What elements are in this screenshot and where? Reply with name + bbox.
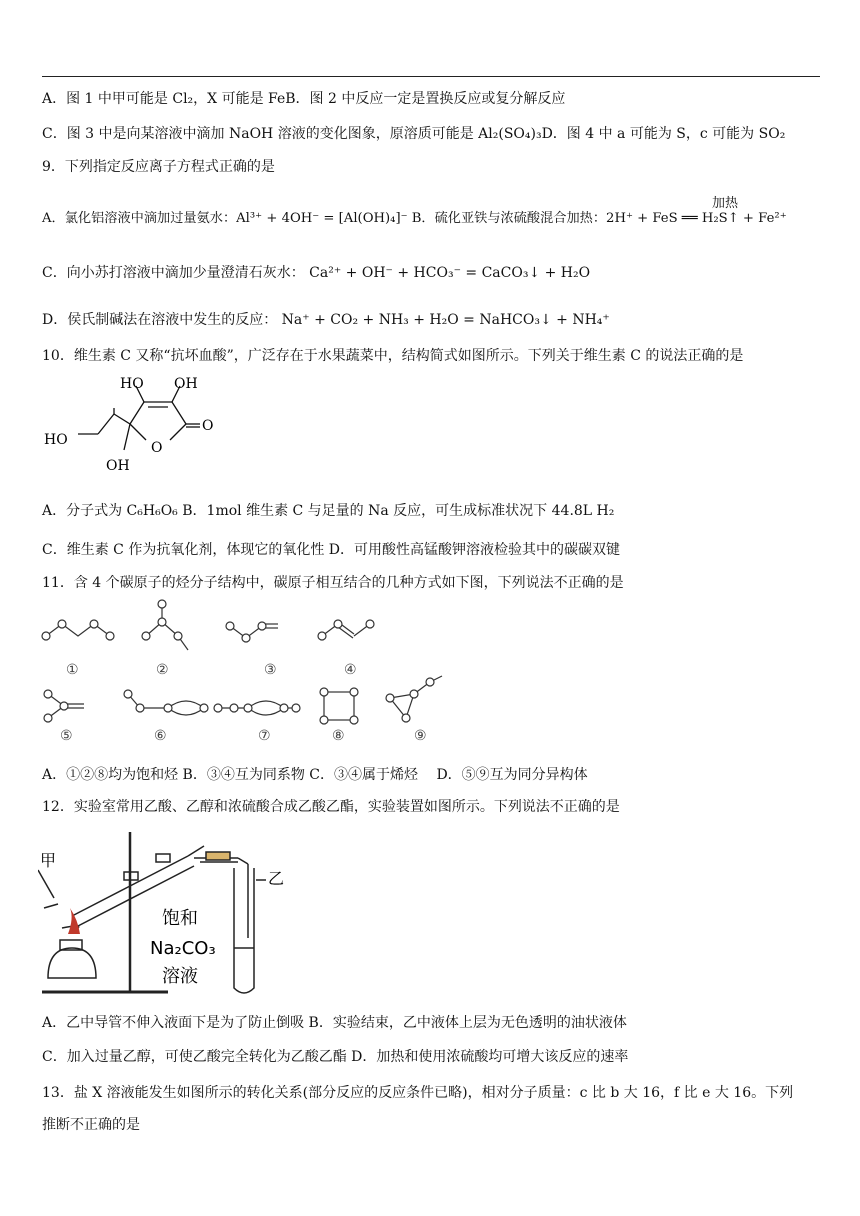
question-10: 10．维生素 C 又称“抗坏血酸”，广泛存在于水果蔬菜中，结构简式如图所示。下列关于维生素 C 的说法正确的是 <box>42 348 744 364</box>
vitamin-c-structure <box>40 372 230 482</box>
structure-label: ③ <box>264 662 277 678</box>
option-line: C．图 3 中是向某溶液中滴加 NaOH 溶液的变化图象，原溶质可能是 Al₂(SO₄)₃D．图 4 中 a 可能为 S，c 可能为 SO₂ <box>42 126 786 142</box>
oh-label: OH <box>174 376 198 392</box>
yi-label: 乙 <box>268 869 285 888</box>
solution-label: 溶液 <box>162 966 198 987</box>
solution-label: Na₂CO₃ <box>150 938 216 959</box>
option-line: A．图 1 中甲可能是 Cl₂，X 可能是 FeB．图 2 中反应一定是置换反应或复分解反应 <box>42 91 566 107</box>
structure-label: ② <box>156 662 169 678</box>
heat-label: 加热 <box>712 196 739 211</box>
jia-label: 甲 <box>40 851 57 870</box>
q11-options: A．①②⑧均为饱和烃 B．③④互为同系物 C．③④属于烯烃 D．⑤⑨互为同分异构体 <box>42 767 588 783</box>
oh-label: HO <box>44 432 68 448</box>
question-11: 11．含 4 个碳原子的烃分子结构中，碳原子相互结合的几种方式如下图，下列说法不正确的是 <box>42 575 624 591</box>
oh-label: OH <box>106 458 130 474</box>
question-13-cont: 推断不正确的是 <box>42 1117 140 1133</box>
ester-apparatus-figure <box>38 828 338 1000</box>
q10-option-a: A．分子式为 C₆H₆O₆ B．1mol 维生素 C 与足量的 Na 反应，可生成标准状况下 44.8L H₂ <box>42 503 615 519</box>
q9-option-d: D．侯氏制碱法在溶液中发生的反应： Na⁺ + CO₂ + NH₃ + H₂O = NaHCO₃↓ + NH₄⁺ <box>42 312 610 328</box>
structure-label: ⑥ <box>154 728 167 744</box>
structure-label: ① <box>66 662 79 678</box>
q12-option-a: A．乙中导管不伸入液面下是为了防止倒吸 B．实验结束，乙中液体上层为无色透明的油状液体 <box>42 1015 627 1031</box>
q9-option-c: C．向小苏打溶液中滴加少量澄清石灰水： Ca²⁺ + OH⁻ + HCO₃⁻ = CaCO₃↓ + H₂O <box>42 265 591 281</box>
structure-label: ⑧ <box>332 728 345 744</box>
structure-label: ⑦ <box>258 728 271 744</box>
carbon-skeleton-figure <box>38 596 458 746</box>
ring-o-label: O <box>151 440 163 456</box>
q9-option-a: A．氯化铝溶液中滴加过量氨水：Al³⁺ + 4OH⁻ = [Al(OH)₄]⁻ B．硫化亚铁与浓硫酸混合加热：2H⁺ + FeS ══ H₂S↑ + Fe²⁺ <box>42 211 787 226</box>
question-13: 13．盐 X 溶液能发生如图所示的转化关系(部分反应的反应条件已略)，相对分子质量：c 比 b 大 16，f 比 e 大 16。下列 <box>42 1085 794 1101</box>
structure-label: ④ <box>344 662 357 678</box>
q10-option-c: C．维生素 C 作为抗氧化剂，体现它的氧化性 D．可用酸性高锰酸钾溶液检验其中的碳碳双键 <box>42 542 620 558</box>
oh-label: HO <box>120 376 144 392</box>
structure-label: ⑤ <box>60 728 73 744</box>
q12-option-c: C．加入过量乙醇，可使乙酸完全转化为乙酸乙酯 D．加热和使用浓硫酸均可增大该反应的速率 <box>42 1049 629 1065</box>
solution-label: 饱和 <box>162 908 198 929</box>
structure-label: ⑨ <box>414 728 427 744</box>
question-9: 9．下列指定反应离子方程式正确的是 <box>42 159 275 175</box>
carbonyl-o-label: O <box>202 418 214 434</box>
top-rule <box>42 76 820 77</box>
question-12: 12．实验室常用乙酸、乙醇和浓硫酸合成乙酸乙酯，实验装置如图所示。下列说法不正确的是 <box>42 799 620 815</box>
